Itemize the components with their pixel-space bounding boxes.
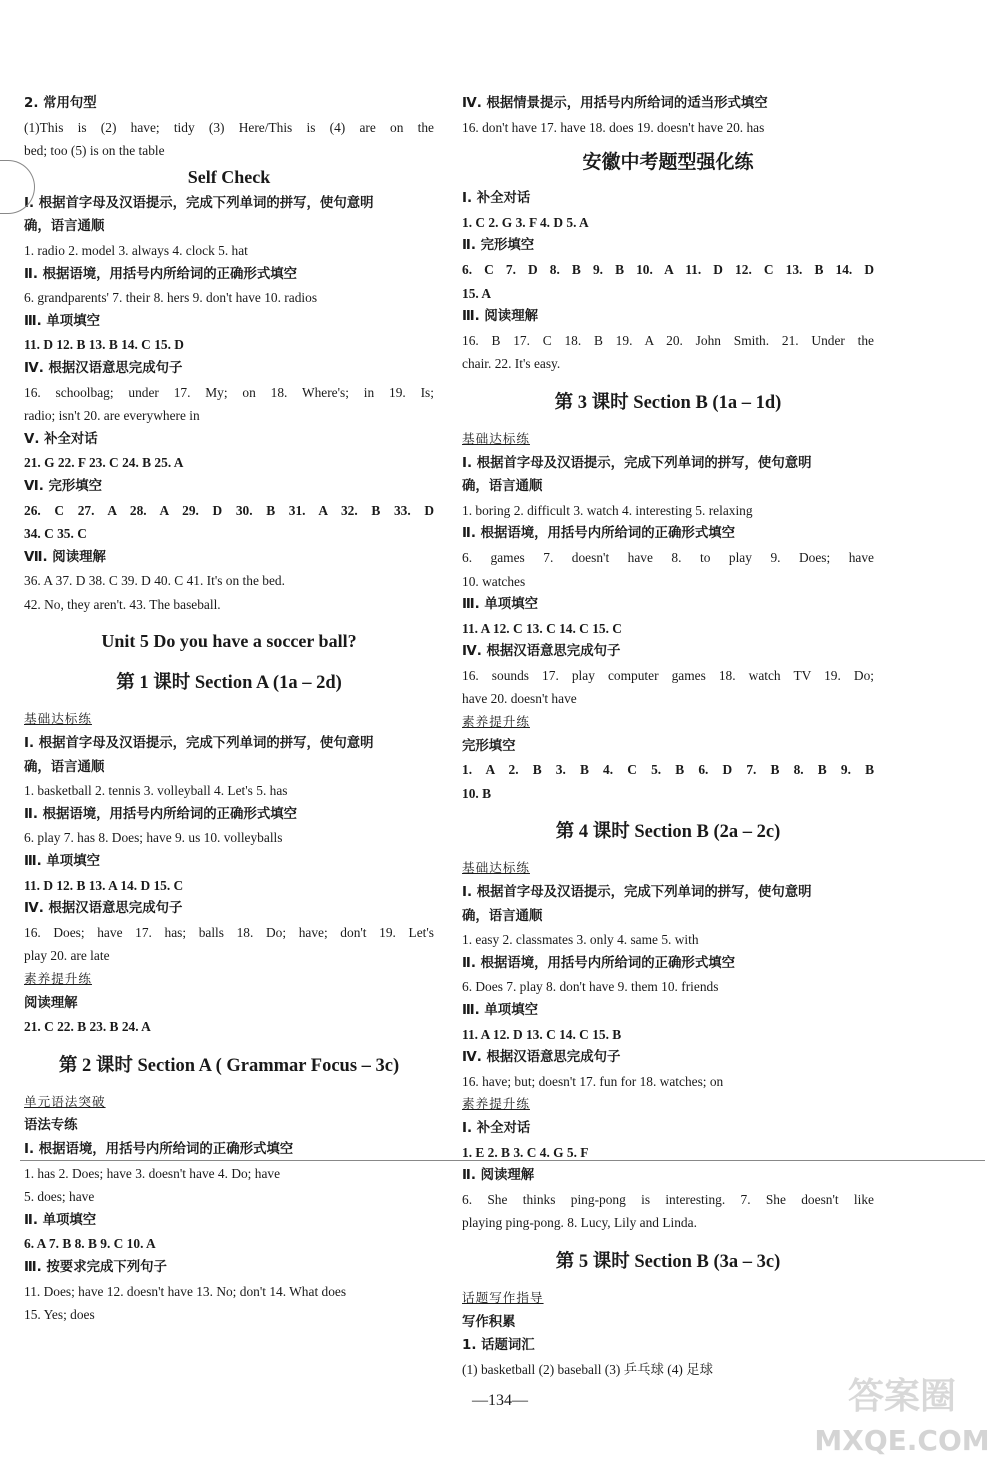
question-heading: Ⅲ. 单项填空 (24, 313, 100, 329)
answer-line: 11. D 12. B 13. B 14. C 15. D (24, 337, 184, 353)
answer-line: have 20. doesn't have (462, 691, 577, 707)
answer-line: 16. don't have 17. have 18. does 19. doesn't have 20. has (462, 119, 765, 135)
subsection-label: 基础达标练 (462, 431, 530, 446)
answer-line: play 20. are late (24, 948, 110, 964)
subsection-label: 素养提升练 (462, 715, 530, 730)
question-heading: 写作积累 (462, 1314, 516, 1330)
question-heading: Ⅰ. 根据首字母及汉语提示，完成下列单词的拼写，使句意明 (24, 195, 374, 211)
question-heading: 确，语言通顺 (462, 908, 543, 924)
answer-line: 11. A 12. D 13. C 14. C 15. B (462, 1026, 622, 1042)
question-heading: Ⅰ. 补全对话 (462, 191, 531, 207)
question-heading: Ⅰ. 根据首字母及汉语提示，完成下列单词的拼写，使句意明 (462, 885, 812, 901)
answer-line: 16. B 17. C 18. B 19. A 20. John Smith. 21. Under the (462, 332, 874, 348)
question-heading: Ⅱ. 根据语境，用括号内所给词的正确形式填空 (462, 955, 735, 971)
question-heading: Ⅶ. 阅读理解 (24, 549, 106, 565)
question-heading: 阅读理解 (24, 995, 78, 1011)
answer-line: 6. grandparents' 7. their 8. hers 9. don't have 10. radios (24, 290, 318, 306)
answer-line: 6. games 7. doesn't have 8. to play 9. Does; have (462, 549, 874, 565)
question-heading: 1. 话题词汇 (462, 1338, 535, 1354)
question-heading: Ⅳ. 根据汉语意思完成句子 (462, 1050, 621, 1066)
question-heading: Ⅳ. 根据情景提示，用括号内所给词的适当形式填空 (462, 96, 768, 111)
lesson-title: 第 2 课时 Section A ( Grammar Focus – 3c) (58, 1055, 400, 1076)
answer-line: 1. radio 2. model 3. always 4. clock 5. hat (24, 242, 248, 258)
answer-line: 1. A 2. B 3. B 4. C 5. B 6. D 7. B 8. B 9. B (462, 762, 874, 778)
question-heading: Ⅲ. 单项填空 (462, 597, 538, 613)
svg-text:答案圈: 答案圈 (847, 1376, 957, 1417)
question-heading: Ⅰ. 根据首字母及汉语提示，完成下列单词的拼写，使句意明 (462, 455, 812, 471)
answer-line: 16. have; but; doesn't 17. fun for 18. watches; on (462, 1073, 724, 1089)
subsection-label: 单元语法突破 (24, 1094, 106, 1109)
answer-line: chair. 22. It's easy. (462, 356, 561, 372)
question-heading: 确，语言通顺 (24, 219, 105, 235)
question-heading: Ⅱ. 根据语境，用括号内所给词的正确形式填空 (24, 806, 297, 822)
question-heading: Ⅳ. 根据汉语意思完成句子 (462, 644, 621, 660)
answer-line: 5. does; have (24, 1189, 95, 1205)
answer-line: 1. C 2. G 3. F 4. D 5. A (462, 214, 589, 230)
answer-line: 10. B (462, 785, 492, 801)
answer-line: 6. Does 7. play 8. don't have 9. them 10. friends (462, 979, 719, 995)
section-title: 安徽中考题型强化练 (582, 152, 754, 174)
answer-line: 21. G 22. F 23. C 24. B 25. A (24, 455, 184, 471)
answer-line: 1. basketball 2. tennis 3. volleyball 4. Let's 5. has (24, 783, 288, 799)
answer-line: 1. easy 2. classmates 3. only 4. same 5. with (462, 932, 699, 948)
question-heading: Ⅱ. 根据语境，用括号内所给词的正确形式填空 (462, 526, 735, 542)
question-heading: 语法专练 (24, 1118, 78, 1134)
question-heading: Ⅳ. 根据汉语意思完成句子 (24, 901, 183, 917)
question-heading: Ⅴ. 补全对话 (24, 431, 98, 447)
answer-line: 1. has 2. Does; have 3. doesn't have 4. Do; have (24, 1165, 281, 1181)
question-heading: Ⅲ. 按要求完成下列句子 (24, 1259, 167, 1275)
question-heading: 确，语言通顺 (462, 479, 543, 495)
answer-line: 10. watches (462, 573, 526, 589)
subsection-label: 基础达标练 (462, 861, 530, 876)
answer-line: playing ping-pong. 8. Lucy, Lily and Linda. (462, 1215, 697, 1231)
unit-title: Unit 5 Do you have a soccer ball? (101, 631, 357, 652)
answer-line: bed; too (5) is on the table (24, 143, 165, 159)
watermark-text: MXQE.COM (814, 1424, 990, 1457)
answer-line: 11. Does; have 12. doesn't have 13. No; don't 14. What does (24, 1283, 347, 1299)
lesson-title: 第 5 课时 Section B (3a – 3c) (555, 1251, 781, 1272)
answer-line: 6. She thinks ping-pong is interesting. 7. She doesn't like (462, 1191, 874, 1207)
subsection-label: 素养提升练 (24, 972, 92, 986)
subsection-label: 基础达标练 (24, 712, 92, 727)
question-heading: Ⅱ. 根据语境，用括号内所给词的正确形式填空 (24, 266, 297, 282)
subsection-label: 素养提升练 (462, 1097, 530, 1112)
question-heading: Ⅲ. 单项填空 (24, 854, 100, 870)
question-heading: Ⅳ. 根据汉语意思完成句子 (24, 360, 183, 376)
question-heading: Ⅰ. 根据首字母及汉语提示，完成下列单词的拼写，使句意明 (24, 736, 374, 752)
answer-line: 1. E 2. B 3. C 4. G 5. F (462, 1144, 589, 1160)
question-heading: Ⅵ. 完形填空 (24, 478, 103, 494)
lesson-title: 第 4 课时 Section B (2a – 2c) (555, 822, 781, 843)
answer-line: 16. Does; have 17. has; balls 18. Do; have; don't 19. Let's (24, 924, 434, 940)
answer-line: (1) basketball (2) baseball (3) 乒乓球 (4) 足球 (462, 1361, 714, 1377)
answer-line: (1)This is (2) have; tidy (3) Here/This is (4) are on the (24, 119, 434, 135)
question-heading: Ⅲ. 阅读理解 (462, 309, 538, 325)
answer-line: 36. A 37. D 38. C 39. D 40. C 41. It's on the bed. (24, 573, 285, 589)
question-heading: Ⅰ. 根据语境，用括号内所给词的正确形式填空 (24, 1141, 294, 1157)
right-column (462, 92, 874, 1381)
lesson-title: 第 1 课时 Section A (1a – 2d) (116, 673, 342, 694)
question-heading: 2. 常用句型 (24, 96, 97, 111)
question-heading: Ⅱ. 完形填空 (462, 238, 535, 254)
answer-line: 11. A 12. C 13. C 14. C 15. C (462, 620, 622, 636)
answer-line: 15. A (462, 285, 492, 301)
answer-line: 11. D 12. B 13. A 14. D 15. C (24, 877, 184, 893)
section-title: Self Check (187, 166, 271, 187)
answer-line: 16. sounds 17. play computer games 18. watch TV 19. Do; (462, 667, 874, 683)
answer-line: 34. C 35. C (24, 526, 87, 542)
question-heading: Ⅲ. 单项填空 (462, 1003, 538, 1018)
watermark-logo (814, 1370, 990, 1460)
page-number: —134— (472, 1392, 528, 1409)
question-heading: 确，语言通顺 (24, 759, 105, 775)
left-column (24, 92, 434, 1327)
question-heading: Ⅰ. 补全对话 (462, 1120, 531, 1136)
answer-line: 26. C 27. A 28. A 29. D 30. B 31. A 32. B 33. D (24, 502, 434, 518)
answer-line: 1. boring 2. difficult 3. watch 4. interesting 5. relaxing (462, 502, 753, 518)
subsection-label: 话题写作指导 (462, 1290, 544, 1305)
answer-line: 21. C 22. B 23. B 24. A (24, 1019, 151, 1035)
answer-line: 6. A 7. B 8. B 9. C 10. A (24, 1236, 156, 1252)
answer-line: 16. schoolbag; under 17. My; on 18. Where's; in 19. Is; (24, 384, 434, 400)
horizontal-divider (20, 1160, 985, 1161)
answer-line: 6. play 7. has 8. Does; have 9. us 10. volleyballs (24, 830, 283, 846)
lesson-title: 第 3 课时 Section B (1a – 1d) (554, 392, 782, 413)
question-heading: Ⅱ. 阅读理解 (462, 1168, 535, 1184)
question-heading: Ⅱ. 单项填空 (24, 1212, 97, 1228)
question-heading: 完形填空 (462, 738, 516, 754)
answer-line: 15. Yes; does (24, 1307, 95, 1323)
answer-line: 6. C 7. D 8. B 9. B 10. A 11. D 12. C 13. B 14. D (462, 261, 874, 277)
answer-line: radio; isn't 20. are everywhere in (24, 408, 200, 424)
answer-line: 42. No, they aren't. 43. The baseball. (24, 596, 221, 612)
